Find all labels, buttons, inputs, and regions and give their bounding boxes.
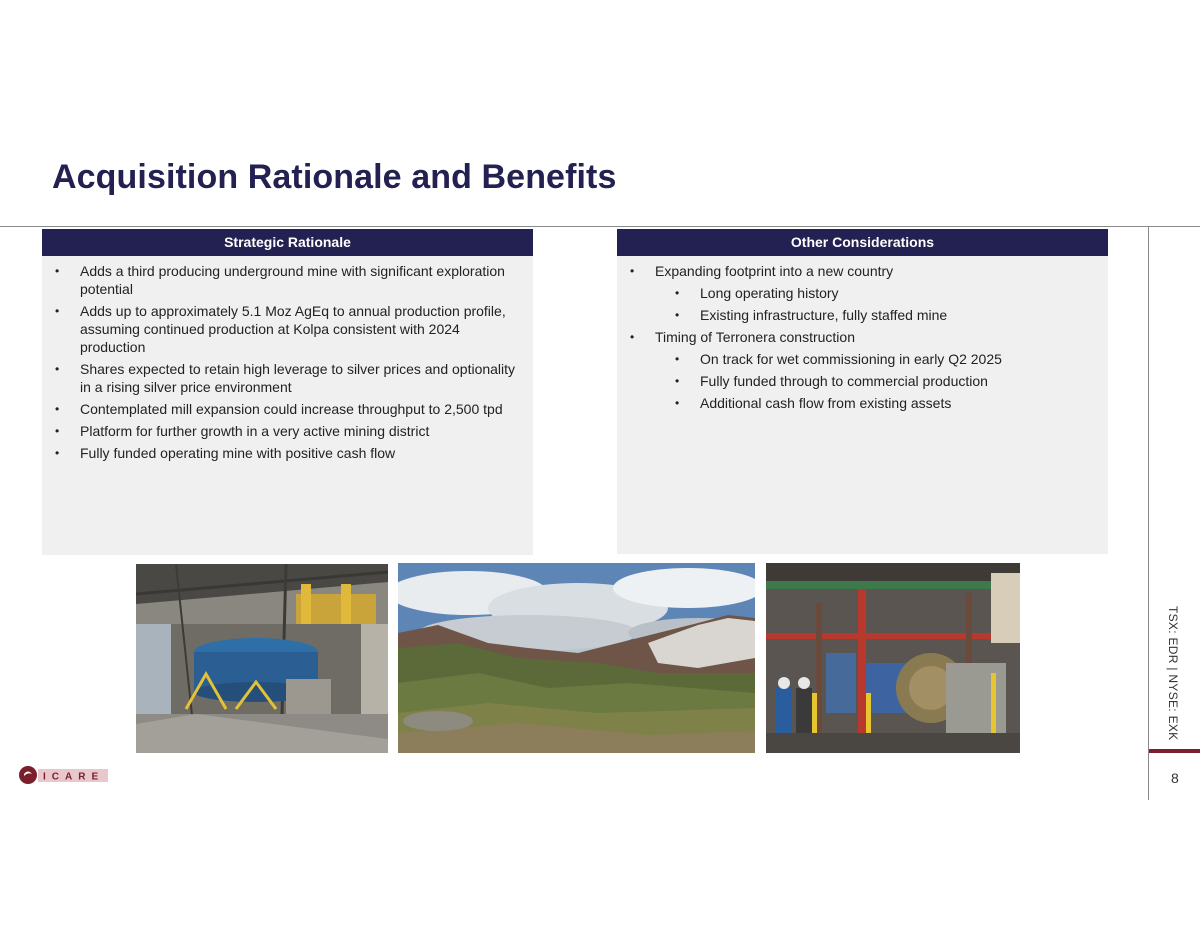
page-accent-bar: [1149, 749, 1200, 753]
logo-wordmark: ICARE: [43, 771, 105, 783]
other-considerations-panel: [617, 229, 1108, 554]
bullet-item: • Fully funded operating mine with positive cash flow: [80, 444, 523, 462]
strategic-rationale-header: Strategic Rationale: [42, 229, 533, 256]
sub-bullet-item: • On track for wet commissioning in early Q2 2025: [700, 350, 1098, 368]
stock-ticker: TSX: EDR | NYSE: EXK: [1166, 606, 1180, 741]
slide-title: Acquisition Rationale and Benefits: [52, 158, 617, 196]
mountain-landscape-photo: [398, 563, 755, 753]
sub-bullet-item: • Fully funded through to commercial production: [700, 372, 1098, 390]
other-considerations-list: [617, 256, 1108, 412]
bullet-item: • Expanding footprint into a new country: [655, 262, 1098, 280]
bullet-item: • Shares expected to retain high leverage to silver prices and optionality in a rising silver price environment: [80, 360, 523, 396]
bullet-item: • Contemplated mill expansion could increase throughput to 2,500 tpd: [80, 400, 523, 418]
bullet-item: • Adds up to approximately 5.1 Moz AgEq to annual production profile, assuming continued production at Kolpa consistent with 2024 production: [80, 302, 523, 356]
processing-plant-photo: [766, 563, 1020, 753]
sub-bullet-item: • Long operating history: [700, 284, 1098, 302]
side-divider: [1148, 227, 1149, 800]
bullet-item: • Timing of Terronera construction: [655, 328, 1098, 346]
title-divider: [0, 226, 1200, 227]
sub-bullet-item: • Additional cash flow from existing assets: [700, 394, 1098, 412]
strategic-rationale-panel: [42, 229, 533, 555]
mill-facility-photo: [136, 564, 388, 753]
bullet-item: • Adds a third producing underground mine with significant exploration potential: [80, 262, 523, 298]
bullet-item: • Platform for further growth in a very active mining district: [80, 422, 523, 440]
sub-bullet-item: • Existing infrastructure, fully staffed mine: [700, 306, 1098, 324]
company-logo: [16, 763, 110, 787]
strategic-rationale-list: [42, 256, 533, 462]
other-considerations-header: Other Considerations: [617, 229, 1108, 256]
page-number: 8: [1171, 770, 1179, 786]
